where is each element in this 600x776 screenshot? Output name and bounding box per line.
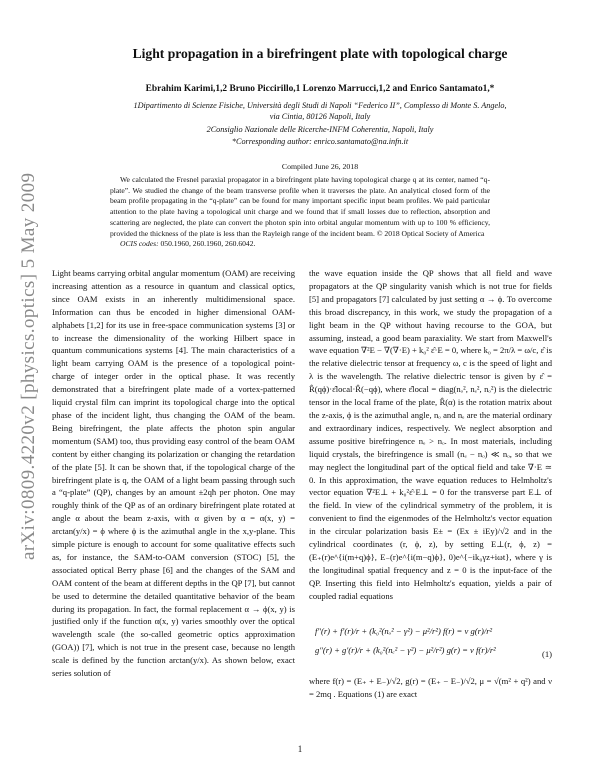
equation-number: (1): [541, 649, 552, 659]
equation-line-2: g″(r) + g′(r)/r + (k₀²(nₑ² − γ²) − μ²/r²) g(r) = ν f(r)/r²: [315, 645, 496, 655]
affiliation-2: 2Consiglio Nazionale delle Ricerche-INFM Coherentia, Napoli, Italy: [206, 125, 434, 134]
affiliation-1-address: via Cintia, 80126 Napoli, Italy: [269, 112, 371, 121]
author-list: Ebrahim Karimi,1,2 Bruno Piccirillo,1 Lorenzo Marrucci,1,2 and Enrico Santamato1,*: [145, 84, 495, 94]
ocis-codes: [120, 239, 500, 248]
ocis-values: 050.1960, 260.1960, 260.6042.: [160, 239, 256, 248]
abstract: We calculated the Fresnel paraxial propagator in a birefringent plate having topological charge q at its center, named “q-plate”. We studied the change of the beam transverse profile when it traverses the plate. An analytical closed form of the beam profile propagating in the “q-plate” can be found for many important specific input beam profiles. We paid particular attention to the plate having a topological unit charge and we found that if small losses due to reflection, absorption and scattering are neglected, the plate can convert the photon spin into orbital angular momentum with up to 100 % efficiency, provided the thickness of the plate is less than the Rayleigh range of the incident beam. © 2018 Optical Society of America: [110, 175, 490, 238]
affiliation-1: 1Dipartimento di Scienze Fisiche, Università degli Studi di Napoli “Federico II”, Complesso di Monte S. Angelo,: [133, 101, 507, 110]
compiled-date: Compiled June 26, 2018: [281, 162, 359, 171]
body-left-column: Light beams carrying orbital angular momentum (OAM) are receiving increasing attention as a resource in quantum and classical optics, since OAM exists in an inherently multidimensional space. Information can thus be encoded in higher dimensional OAM-alphabets [1,2] for its use in free-space communication systems [3] or to increase the dimensionality of the working Hilbert space in quantum communications systems [4]. The main characteristics of a light beam carrying OAM is the presence of a topological point-charge of integer order in the optical phase. It was recently demonstrated that a birefringent plate made of a vortex-patterned liquid crystal film can imprint its topological charge into the optical phase of the incident light, thus changing the OAM of the beam. Being birefringent, the plate affects the photon spin angular momentum (SAM) too, thus providing easy control of the beam OAM content by either changing its polarization or changing the retardation of the plate [5]. It can be shown that, if the topological charge of the birefringent plate is q, the OAM of a light beam passing through such a “q-plate” (QP), changes by an amount ±2qħ per photon. One may roughly think of the QP as of an ordinary birefringent plate rotated at angle α about the beam z-axis, with α given by α = α(x, y) = arctan(y/x) = ϕ where ϕ is the azimuthal angle in the x,y-plane. This simple picture is enough to account for some qualitative effects such as, for instance, the SAM-to-OAM conversion (STOC) [5], the associated optical Berry phase [6] and the changes of the SAM and OAM content of the beam at different depths in the QP [7], but cannot be used to determine the detailed quantitative behavior of the beam during its propagation. In fact, the formal replacement α → ϕ(x, y) is justified only if the function α(x, y) varies smoothly over the optical wavelength scale (the so-called geometric optics approximation (GOA)) [7], which is not true in the present case, because no length scale is defined by the function arctan(y/x). As shown below, exact series solution of: [52, 268, 295, 679]
body-right-column-bottom: where f(r) = (E₊ + E₋)/√2, g(r) = (E₊ − E₋)/√2, μ = √(m² + q²) and ν = 2mq . Equations (1) are exact: [309, 676, 552, 699]
page-number: 1: [297, 744, 303, 754]
body-right-column-top: the wave equation inside the QP shows that all field and wave propagators at the QP singularity vanish which is not true for fields [5] and propagators [7] calculated by just setting α → ϕ. To overcome this broad discrepancy, in this work, we study the propagation of a light beam in the QP without having recourse to the GOA, but assuming, instead, a good beam paraxiality. We start from Maxwell's wave equation ∇²E − ∇(∇·E) + k₀² ε̂·E = 0, where k₀ = 2π/λ = ω/c, ε̂ is the relative dielectric tensor at frequency ω, c is the speed of light and λ is the wavelength. The relative dielectric tensor is given by ε̂ = R̂(qϕ)·ε̂local·R̂(−qϕ), where ε̂local = diag(nₒ², nₑ², nₒ²) is the dielectric tensor in the local frame of the plate, R̂(α) is the rotation matrix about the z-axis, ϕ is the azimuthal angle, nₒ and nₑ are the material ordinary and extraordinary indices, respectively. We neglect absorption and assume positive birefringence nₑ > nₒ. In most materials, including liquid crystals, the birefringence is small (nₑ − nₒ) ≪ nₒ, so that we may neglect the longitudinal part of the optical field and take ∇·E ≃ 0. In this approximation, the wave equation reduces to Helmholtz's vector equation ∇²E⊥ + k₀²ε̂·E⊥ = 0 for the transverse part E⊥ of the field. In view of the cylindrical symmetry of the problem, it is convenient to find the eigenmodes of the Helmholtz's vector equation in the circular polarization basis E± = (Ex ± iEy)/√2 and in the cylindrical coordinates (r, ϕ, z), by setting E⊥(r, ϕ, z) = (E₊(r)e^{i(m+q)ϕ}, E₋(r)e^{i(m−q)ϕ}, 0)e^{−ik₀γz+iωt}, where γ is the longitudinal spatial frequency and z = 0 is the input-face of the QP. Inserting this field into Helmholtz's equation, yields a pair of coupled radial equations: [309, 268, 553, 601]
equation-1: [309, 622, 552, 662]
arxiv-identifier: arXiv:0809.4220v2 [physics.optics] 5 May 2009: [18, 172, 39, 560]
ocis-label: OCIS codes:: [120, 239, 159, 248]
paper-title: Light propagation in a birefringent plate with topological charge: [132, 46, 508, 61]
corresponding-author: *Corresponding author: enrico.santamato@na.infn.it: [231, 137, 409, 146]
equation-line-1: f″(r) + f′(r)/r + (k₀²(nₒ² − γ²) − μ²/r²) f(r) = ν g(r)/r²: [315, 626, 493, 636]
